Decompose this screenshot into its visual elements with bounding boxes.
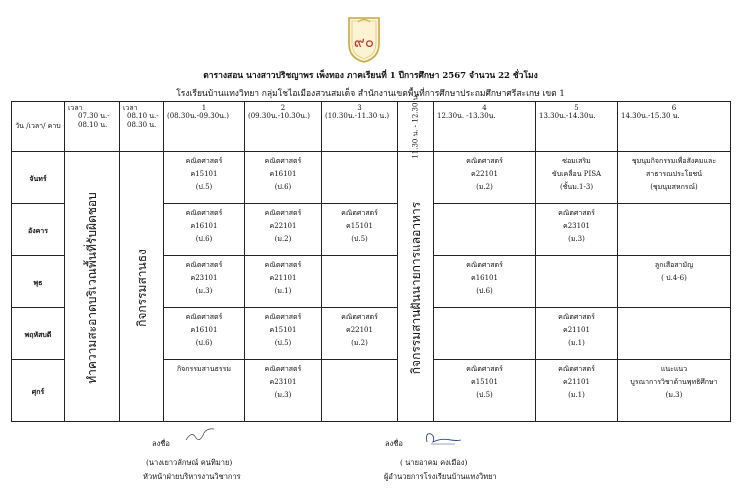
school-subtitle: โรงเรียนบ้านแทงวิทยา กลุ่มโชไอเมืองสวนสมเด็จ สำนักงานเขตพื้นที่การศึกษาประถมศึกษาศรีสะเกษ เขต 1 xyxy=(176,89,565,99)
period-header-6: 6 14.30น.-15.30 น. xyxy=(618,102,731,152)
cell-line: สาธารณประโยชน์ xyxy=(645,170,703,178)
cell-line: (ม.3) xyxy=(665,391,683,399)
cell-line: คณิตศาสตร์ xyxy=(558,209,595,217)
cell-line: (ชั้นม.1-3) xyxy=(559,183,594,191)
cell-line: (ม.3) xyxy=(274,391,292,399)
schedule-cell xyxy=(164,204,245,256)
cell-line: ค15101 xyxy=(346,222,373,230)
schedule-cell xyxy=(434,360,536,422)
cell-line: (ป.6) xyxy=(476,287,493,295)
cell-line: คณิตศาสตร์ xyxy=(341,313,378,321)
left-signer-name: (นางเยาวลักษณ์ คนทิมาย) xyxy=(146,458,233,467)
cell-line: บูรณาการวิชาด้านพุทธิศึกษา xyxy=(630,378,718,386)
cell-line: ( ป.4-6) xyxy=(661,274,687,282)
cell-line: (ม.2) xyxy=(351,339,368,347)
time-a-header: เวลา 07.30 น.- 08.10 น. xyxy=(65,102,120,152)
cell-line: คณิตศาสตร์ xyxy=(264,209,302,217)
right-sign-label: ลงชื่อ xyxy=(385,439,403,448)
cell-line: ค22101 xyxy=(346,326,373,334)
schedule-cell xyxy=(164,152,245,204)
cell-line: ค16101 xyxy=(190,222,218,230)
school-emblem-icon xyxy=(345,14,383,64)
cell-line: (ม.1) xyxy=(568,391,585,399)
cell-line: (ม.3) xyxy=(195,287,213,295)
left-sign-label: ลงชื่อ xyxy=(152,439,170,448)
schedule-cell xyxy=(245,308,322,360)
cell-line: (ป.5) xyxy=(274,339,292,347)
day-label: พุธ xyxy=(12,256,65,308)
schedule-cell xyxy=(164,308,245,360)
cell-line: คณิตศาสตร์ xyxy=(466,157,503,165)
lunch-time-header: 11.30 น. - 12.30 น. xyxy=(398,102,434,152)
cell-line: คณิตศาสตร์ xyxy=(558,365,595,373)
schedule-cell xyxy=(536,360,618,422)
cell-line: กิจกรรมสานธรรม xyxy=(176,365,232,373)
schedule-cell xyxy=(322,308,398,360)
right-signer-name: ( นายอาคม คงเมือง) xyxy=(400,458,468,467)
cell-line: ค15101 xyxy=(190,170,218,178)
day-label: ศุกร์ xyxy=(12,360,65,422)
cell-line: คณิตศาสตร์ xyxy=(558,313,595,321)
cell-line: (ป.6) xyxy=(195,235,213,243)
schedule-cell xyxy=(164,256,245,308)
cell-line: คณิตศาสตร์ xyxy=(264,365,302,373)
right-signature-mark xyxy=(421,428,463,448)
cell-line: คณิตศาสตร์ xyxy=(185,313,223,321)
emblem-number: ๙๐ xyxy=(353,33,375,51)
day-time-period-header: วัน /เวลา/ คาบ xyxy=(12,102,65,152)
cell-line: คณิตศาสตร์ xyxy=(185,261,223,269)
schedule-cell xyxy=(434,204,536,256)
period-header-3: 3 (10.30น.-11.30 น.) xyxy=(322,102,398,152)
period-header-5: 5 13.30น.-14.30น. xyxy=(536,102,618,152)
day-label: พฤหัสบดี xyxy=(12,308,65,360)
cell-line: ค15101 xyxy=(269,326,297,334)
cell-line: ค23101 xyxy=(563,222,590,230)
schedule-cell xyxy=(618,256,731,308)
cell-line: (ป.6) xyxy=(274,183,292,191)
cell-line: ค22101 xyxy=(471,170,498,178)
schedule-cell xyxy=(322,152,398,204)
cell-line: ชุมนุมกิจกรรมเพื่อสังคมและ xyxy=(631,157,717,165)
cell-line: คณิตศาสตร์ xyxy=(264,261,302,269)
cell-line: ค16101 xyxy=(471,274,498,282)
header-row xyxy=(12,102,731,152)
day-label: อังคาร xyxy=(12,204,65,256)
schedule-cell xyxy=(322,360,398,422)
left-signature-mark xyxy=(184,426,216,444)
schedule-cell xyxy=(245,204,322,256)
period-header-1: 1 (08.30น.-09.30น.) xyxy=(164,102,245,152)
schedule-cell xyxy=(322,204,398,256)
cell-line: คณิตศาสตร์ xyxy=(185,157,223,165)
schedule-cell xyxy=(434,308,536,360)
schedule-cell xyxy=(322,256,398,308)
cell-line: ค23101 xyxy=(269,378,297,386)
cell-line: (ม.1) xyxy=(568,339,585,347)
schedule-cell xyxy=(434,256,536,308)
cell-line: คณิตศาสตร์ xyxy=(264,313,302,321)
cell-line: คณิตศาสตร์ xyxy=(341,209,378,217)
cell-line: ค16101 xyxy=(269,170,297,178)
cell-line: (ม.2) xyxy=(274,235,292,243)
time-b-header: เวลา 08.10 น.- 08.30 น. xyxy=(120,102,164,152)
cell-line: ค21101 xyxy=(563,378,590,386)
cell-line: ซ่อมเสริม xyxy=(562,157,591,165)
cell-line: ขับเคลื่อน PISA xyxy=(551,170,602,178)
cell-line: ค16101 xyxy=(190,326,218,334)
cell-line: (ม.2) xyxy=(476,183,493,191)
cell-line: ค23101 xyxy=(190,274,218,282)
cell-line: (ม.3) xyxy=(568,235,585,243)
cell-line: (ชุมนุมสหกรณ์) xyxy=(650,183,698,191)
schedule-cell xyxy=(245,360,322,422)
schedule-cell xyxy=(536,256,618,308)
cell-line: (ป.5) xyxy=(476,391,493,399)
period-header-4: 4 12.30น. -13.30น. xyxy=(434,102,536,152)
schedule-cell xyxy=(536,152,618,204)
schedule-cell xyxy=(245,256,322,308)
schedule-cell xyxy=(536,308,618,360)
schedule-cell xyxy=(618,152,731,204)
merged-cleaning-cell: ทำความสะอาดบริเวณพื้นที่รับผิดชอบ xyxy=(65,152,120,422)
cell-line: ค15101 xyxy=(471,378,498,386)
cell-line: ค21101 xyxy=(269,274,297,282)
cell-line: (ป.6) xyxy=(195,339,213,347)
cell-line: ค21101 xyxy=(563,326,590,334)
merged-lunch-cell: กิจกรรมสานฝันนายการแลอาหาร xyxy=(398,152,434,422)
schedule-cell xyxy=(618,204,731,256)
period-header-2: 2 (09.30น.-10.30น.) xyxy=(245,102,322,152)
cell-line: แนะแนว xyxy=(660,365,688,373)
cell-line: (ม.1) xyxy=(274,287,292,295)
day-row-mon xyxy=(12,152,731,204)
schedule-title: ตารางสอน นางสาวปริชญาพร เพ็งทอง ภาคเรียนที่ 1 ปีการศึกษา 2567 จำนวน 22 ชั่วโมง xyxy=(203,71,538,81)
merged-flag-activity-cell: กิจกรรมสานธง xyxy=(120,152,164,422)
schedule-cell xyxy=(618,308,731,360)
schedule-cell xyxy=(434,152,536,204)
schedule-cell xyxy=(536,204,618,256)
cell-line: ค22101 xyxy=(269,222,297,230)
cell-line: (ป.5) xyxy=(351,235,368,243)
cell-line: คณิตศาสตร์ xyxy=(264,157,302,165)
cell-line: ลูกเสือสามัญ xyxy=(654,261,694,269)
cell-line: คณิตศาสตร์ xyxy=(466,365,503,373)
day-label: จันทร์ xyxy=(12,152,65,204)
left-signer-position: หัวหน้าฝ่ายบริหารงานวิชาการ xyxy=(143,472,241,481)
schedule-cell xyxy=(164,360,245,422)
right-signer-position: ผู้อำนวยการโรงเรียนบ้านแทงวิทยา xyxy=(384,472,497,481)
schedule-cell xyxy=(245,152,322,204)
cell-line: คณิตศาสตร์ xyxy=(185,209,223,217)
schedule-cell xyxy=(618,360,731,422)
cell-line: (ป.5) xyxy=(195,183,213,191)
cell-line: คณิตศาสตร์ xyxy=(466,261,503,269)
